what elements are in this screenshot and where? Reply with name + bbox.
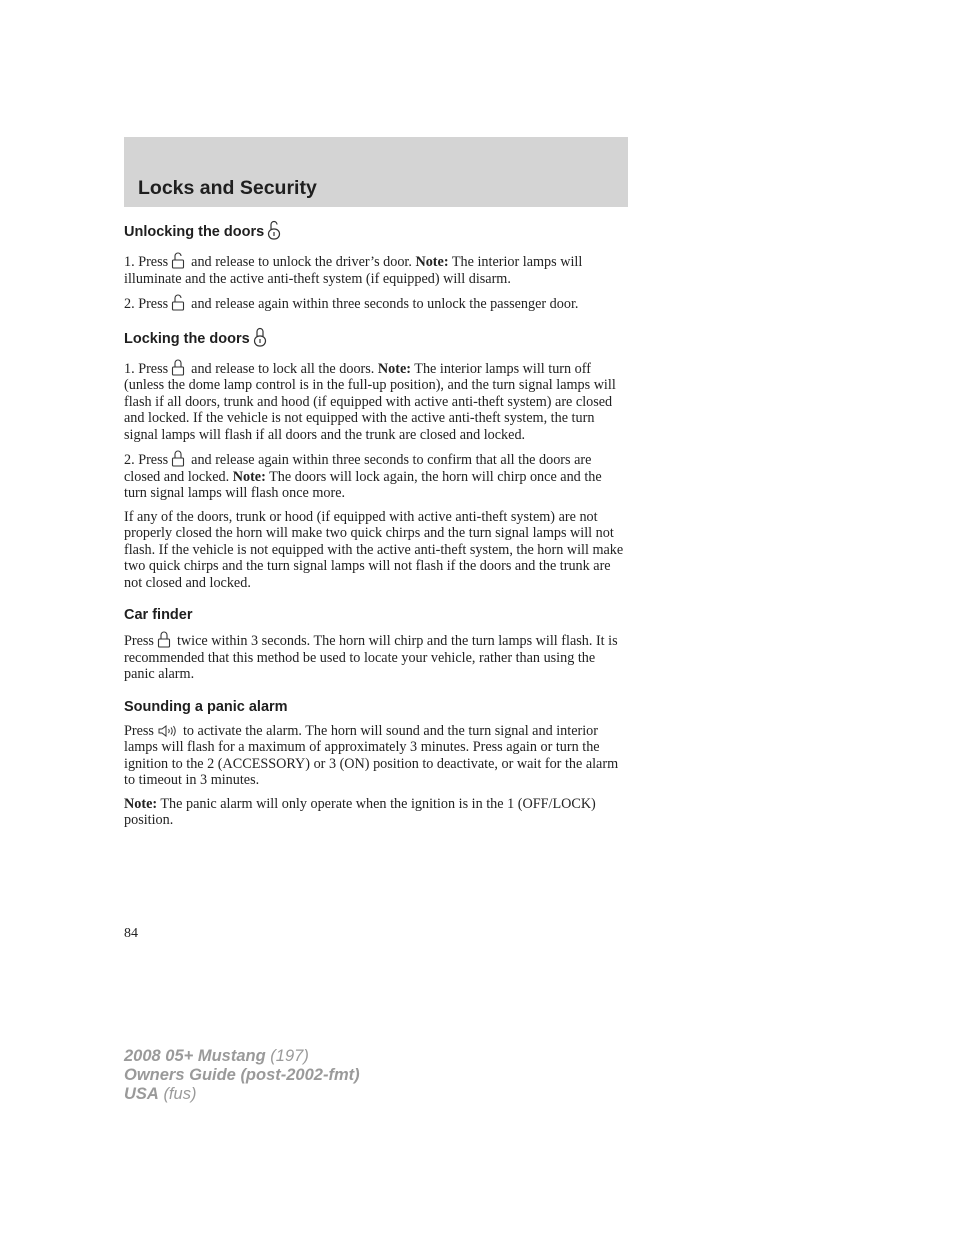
header-band — [124, 137, 628, 207]
lock-icon — [171, 359, 185, 376]
lock-icon — [157, 631, 171, 648]
page-number: 84 — [124, 926, 138, 941]
lock-icon — [253, 327, 267, 353]
section-heading-locking: Locking the doors — [124, 327, 628, 353]
unlock-icon — [267, 220, 281, 246]
page-title: Locks and Security — [138, 177, 317, 199]
main-content — [124, 220, 628, 836]
footer-info — [124, 1047, 360, 1104]
section-heading-panic: Sounding a panic alarm — [124, 698, 288, 715]
panic-paragraph: Press to activate the alarm. The horn will sound and the turn signal and interior lamps will flash for a maximum of approximately 3 minutes. Press again or turn the ignition to the 2 (ACCESSORY) or 3 (ON) position to deactivate, or wait for the alarm to timeout in 3 minutes. — [124, 722, 619, 788]
unlocking-step-2: 2. Press and release again within three seconds to unlock the passenger door. — [124, 296, 579, 312]
panic-note: Note: The panic alarm will only operate when the ignition is in the 1 (OFF/LOCK) position. — [124, 795, 596, 828]
unlock-icon — [171, 294, 185, 311]
lock-icon — [171, 450, 185, 467]
locking-step-1: 1. Press and release to lock all the doors. Note: The interior lamps will turn off (unless the dome lamp control is in the full-up position), and the turn signal lamps will flash if all doors, trunk and hood (if equipped with active anti-theft system) are closed and locked. If the vehicle is not equipped with the active anti-theft system, the turn signal lamps will flash if all doors and the trunk are closed and locked. — [124, 360, 616, 443]
car-finder-paragraph: Press twice within 3 seconds. The horn will chirp and the turn lamps will flash. It is recommended that this method be used to locate your vehicle, rather than using the panic alarm. — [124, 633, 618, 682]
footer-line-3: USA (fus) — [124, 1085, 197, 1103]
footer-line-1: 2008 05+ Mustang (197) — [124, 1047, 309, 1065]
panic-icon — [157, 724, 177, 738]
unlock-icon — [171, 252, 185, 269]
locking-paragraph-3: If any of the doors, trunk or hood (if equipped with active anti-theft system) are not properly closed the horn will make two quick chirps and the turn signal lamps will not flash. If the vehicle is not equipped with the active anti-theft system, the horn will make two quick chirps and the turn signal lamps will not flash if the doors and the trunk are not closed and locked. — [124, 508, 624, 591]
section-heading-unlocking: Unlocking the doors — [124, 220, 628, 246]
unlocking-step-1: 1. Press and release to unlock the driver’s door. Note: The interior lamps will illuminate and the active anti-theft system (if equipped) will disarm. — [124, 254, 583, 287]
footer-line-2: Owners Guide (post-2002-fmt) — [124, 1066, 360, 1084]
locking-step-2: 2. Press and release again within three seconds to confirm that all the doors are closed and locked. Note: The doors will lock again, the horn will chirp once and the turn signal lamps will flash once more. — [124, 452, 602, 501]
section-heading-car-finder: Car finder — [124, 607, 193, 623]
